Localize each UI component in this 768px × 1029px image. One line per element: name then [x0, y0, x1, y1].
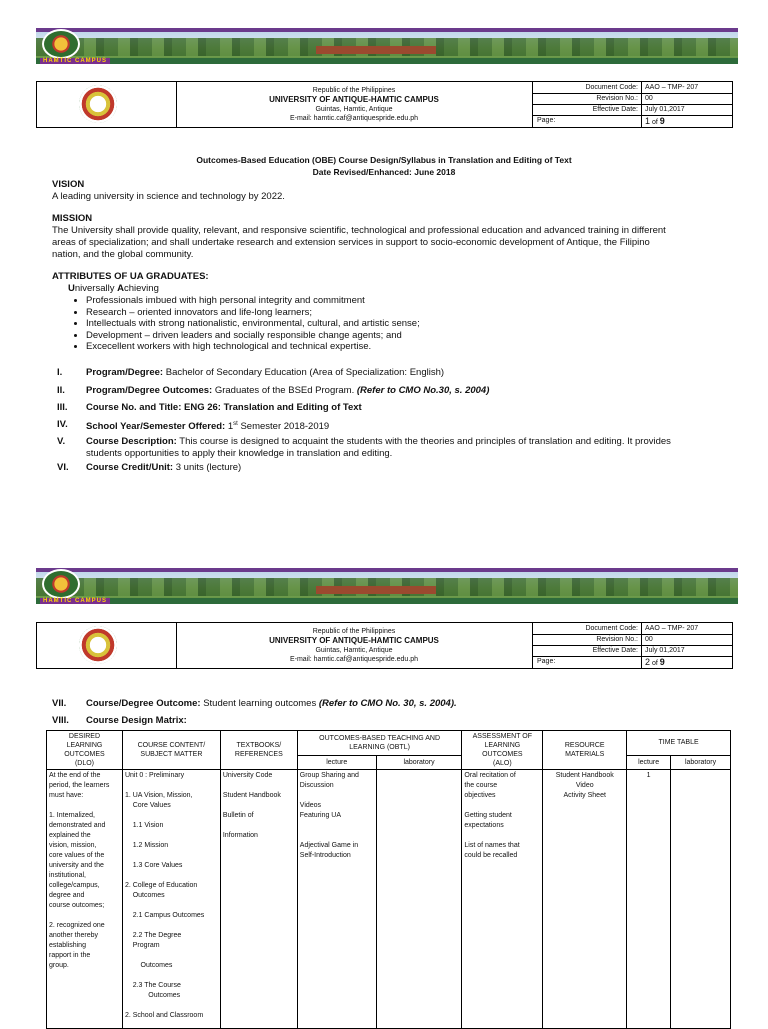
cell-line: rapport in the [49, 952, 91, 959]
cell-line: another thereby [49, 932, 99, 939]
total-pages: 9 [659, 116, 665, 126]
university-name: UNIVERSITY OF ANTIQUE-HAMTIC CAMPUS [269, 94, 439, 104]
email-text: E-mail: hamtic.caf@antiquespride.edu.ph [289, 114, 419, 122]
universally-achieving: Universally Achieving [68, 283, 159, 294]
header-obtl: OUTCOMES-BASED TEACHING AND LEARNING (OBTL) [297, 731, 462, 756]
cell-line: Self-Introduction [299, 852, 351, 859]
of-label: of [651, 660, 658, 667]
cell-line: establishing [49, 942, 86, 949]
cell-line [125, 781, 218, 791]
cell-line: Group Sharing and [299, 772, 359, 779]
cell-line: Unit 0 : Preliminary [124, 772, 185, 779]
cell-line: group. [49, 962, 69, 969]
republic-text: Republic of the Philippines [312, 87, 396, 94]
cell-line [125, 901, 218, 911]
header-dlo: DESIRED LEARNING OUTCOMES (DLO) [47, 731, 123, 770]
cell-line: Oral recitation of [464, 772, 516, 779]
cell-line: Outcomes [124, 992, 181, 999]
university-seal-icon [79, 85, 117, 123]
cell-textbooks [220, 770, 297, 1029]
header-textbooks: TEXTBOOKS/ REFERENCES [220, 731, 297, 770]
cell-line: degree and [49, 892, 85, 899]
total-pages: 9 [659, 657, 665, 667]
cell-line [125, 951, 218, 961]
table-row [47, 770, 731, 1029]
cell-line [125, 831, 218, 841]
header-obtl-laboratory: laboratory [376, 755, 462, 769]
header-banner-page-2 [36, 568, 738, 604]
cell-line: 1. Internalized, [49, 812, 95, 819]
page-label: Page: [533, 656, 642, 668]
header-course-content: COURSE CONTENT/ SUBJECT MATTER [122, 731, 220, 770]
cell-obtl-lecture [297, 770, 376, 1029]
vision-text: A leading university in science and technology by 2022. [52, 191, 285, 202]
revision-value: 00 [645, 636, 653, 643]
cell-content [122, 770, 220, 1029]
cell-line: institutional, [49, 872, 86, 879]
effective-label: Effective Date: [533, 104, 642, 115]
attributes-list [70, 295, 420, 353]
course-description-item: V. Course Description: This course is designed to acquaint the students with the theories and principles of translation and editing. It provides students opportunities to apply their knowledge in translation and editing. [57, 436, 671, 459]
cell-line [49, 801, 120, 811]
address-text: Guintas, Hamtic, Antique [315, 106, 393, 113]
cell-line: Discussion [299, 782, 334, 789]
cell-line [125, 971, 218, 981]
syllabus-title: Outcomes-Based Education (OBE) Course Design/Syllabus in Translation and Editing of Text [196, 155, 572, 165]
cell-line: Outcomes [124, 962, 173, 969]
course-design-matrix [46, 730, 731, 1029]
cell-dlo [47, 770, 123, 1029]
cell-line [300, 821, 374, 831]
page-number: 1 [645, 116, 651, 126]
mission-heading: MISSION [52, 213, 93, 224]
cell-line: 2.2 The Degree [124, 932, 182, 939]
list-item: • Intellectuals with strong nationalistic, environmental, cultural, and artistic sense; [86, 318, 420, 330]
address-text: Guintas, Hamtic, Antique [315, 647, 393, 654]
cell-line: Program [124, 942, 160, 949]
university-logo-icon [42, 29, 80, 59]
cell-line: 2. College of Education [124, 882, 198, 889]
doc-code-label: Document Code: [533, 623, 642, 634]
cell-line: Core Values [124, 802, 171, 809]
cell-line [300, 791, 374, 801]
cell-line: Student Handbook [222, 792, 281, 799]
cell-line [49, 911, 120, 921]
header-time-lecture: lecture [627, 755, 671, 769]
header-obtl-lecture: lecture [297, 755, 376, 769]
revision-label: Revision No.: [533, 93, 642, 104]
cell-alo [462, 770, 543, 1029]
cell-line: Videos [299, 802, 322, 809]
cell-line: List of names that [464, 842, 520, 849]
cell-line: Information [222, 832, 258, 839]
header-alo: ASSESSMENT OF LEARNING OUTCOMES (ALO) [462, 731, 543, 770]
document-header-page-2 [36, 622, 733, 669]
effective-label: Effective Date: [533, 645, 642, 656]
republic-text: Republic of the Philippines [312, 628, 396, 635]
cell-line: Outcomes [124, 892, 165, 899]
cell-line: Adjectival Game in [299, 842, 359, 849]
cell-line [464, 831, 540, 841]
mission-line-3: nation, and the global community. [52, 249, 194, 260]
effective-value: July 01,2017 [645, 647, 685, 654]
cell-line: 2.1 Campus Outcomes [124, 912, 205, 919]
cell-line [223, 781, 295, 791]
email-text: E-mail: hamtic.caf@antiquespride.edu.ph [289, 655, 419, 663]
mission-line-2: areas of specialization; and shall undertake research and extension services in support to socio-economic development of Antique, the Filipino [52, 237, 650, 248]
document-header [36, 81, 733, 128]
of-label: of [651, 119, 658, 126]
cell-line [125, 851, 218, 861]
page-label: Page: [533, 115, 642, 127]
cell-line [125, 921, 218, 931]
doc-code-value: AAO – TMP- 207 [645, 84, 699, 91]
header-timetable: TIME TABLE [627, 731, 731, 756]
cell-line: explained the [49, 832, 91, 839]
cell-line: objectives [464, 792, 496, 799]
cell-line: Activity Sheet [563, 792, 606, 799]
cell-line: Bulletin of [222, 812, 254, 819]
effective-value: July 01,2017 [645, 106, 685, 113]
cell-line: 2. School and Classroom [124, 1012, 204, 1019]
mission-line-1: The University shall provide quality, relevant, and responsive scientific, technological and professional education and advanced training in different [52, 225, 666, 236]
cell-line: 1.3 Core Values [124, 862, 183, 869]
revision-value: 00 [645, 95, 653, 102]
cell-line: University Code [222, 772, 273, 779]
cell-line: demonstrated and [49, 822, 106, 829]
list-item: • Development – driven leaders and socially responsible change agents; and [86, 330, 420, 342]
list-item: • Research – oriented innovators and life-long learners; [86, 307, 420, 319]
cell-obtl-laboratory [376, 770, 462, 1029]
list-item: • Excecellent workers with high technological and technical expertise. [86, 341, 420, 353]
cell-line [125, 871, 218, 881]
banner-campus-label: HAMTIC CAMPUS [40, 598, 110, 604]
cell-line: university and the [49, 862, 104, 869]
cell-line: 2.3 The Course [124, 982, 181, 989]
cell-line: course outcomes; [49, 902, 105, 909]
university-name: UNIVERSITY OF ANTIQUE-HAMTIC CAMPUS [269, 635, 439, 645]
cell-line: 1.1 Vision [124, 822, 164, 829]
cell-line [125, 1001, 218, 1011]
cell-line [223, 821, 295, 831]
cell-line: college/campus, [49, 882, 100, 889]
cell-line [223, 801, 295, 811]
date-revised: Date Revised/Enhanced: June 2018 [312, 167, 456, 177]
attributes-heading: ATTRIBUTES OF UA GRADUATES: [52, 271, 209, 282]
cell-time-lecture: 1 [627, 770, 671, 1029]
cell-line: Featuring UA [299, 812, 342, 819]
header-banner [36, 28, 738, 64]
header-resource: RESOURCE MATERIALS [543, 731, 627, 770]
list-item: • Professionals imbued with high personal integrity and commitment [86, 295, 420, 307]
cell-line: must have: [49, 792, 84, 799]
cell-line: 2. recognized one [49, 922, 105, 929]
cell-line: At the end of the [49, 772, 101, 779]
university-seal-icon [79, 626, 117, 664]
cell-line: 1. UA Vision, Mission, [124, 792, 193, 799]
page-number: 2 [645, 657, 651, 667]
cell-line: could be recalled [464, 852, 518, 859]
cell-line: Student Handbook [555, 772, 614, 779]
cell-line: 1.2 Mission [124, 842, 169, 849]
cell-line [125, 811, 218, 821]
header-time-laboratory: laboratory [671, 755, 731, 769]
cell-resources [543, 770, 627, 1029]
doc-code-label: Document Code: [533, 82, 642, 93]
revision-label: Revision No.: [533, 634, 642, 645]
cell-line: the course [464, 782, 498, 789]
cell-line: expectations [464, 822, 504, 829]
university-logo-icon [42, 569, 80, 599]
doc-code-value: AAO – TMP- 207 [645, 625, 699, 632]
cell-line: vision, mission, [49, 842, 97, 849]
banner-campus-label: HAMTIC CAMPUS [40, 58, 110, 64]
cell-time-laboratory [671, 770, 731, 1029]
cell-line: core values of the [49, 852, 105, 859]
cell-line: Getting student [464, 812, 512, 819]
cell-line: period, the learners [49, 782, 110, 789]
cell-line [464, 801, 540, 811]
cell-line [300, 831, 374, 841]
vision-heading: VISION [52, 179, 85, 190]
cell-line: Video [575, 782, 594, 789]
